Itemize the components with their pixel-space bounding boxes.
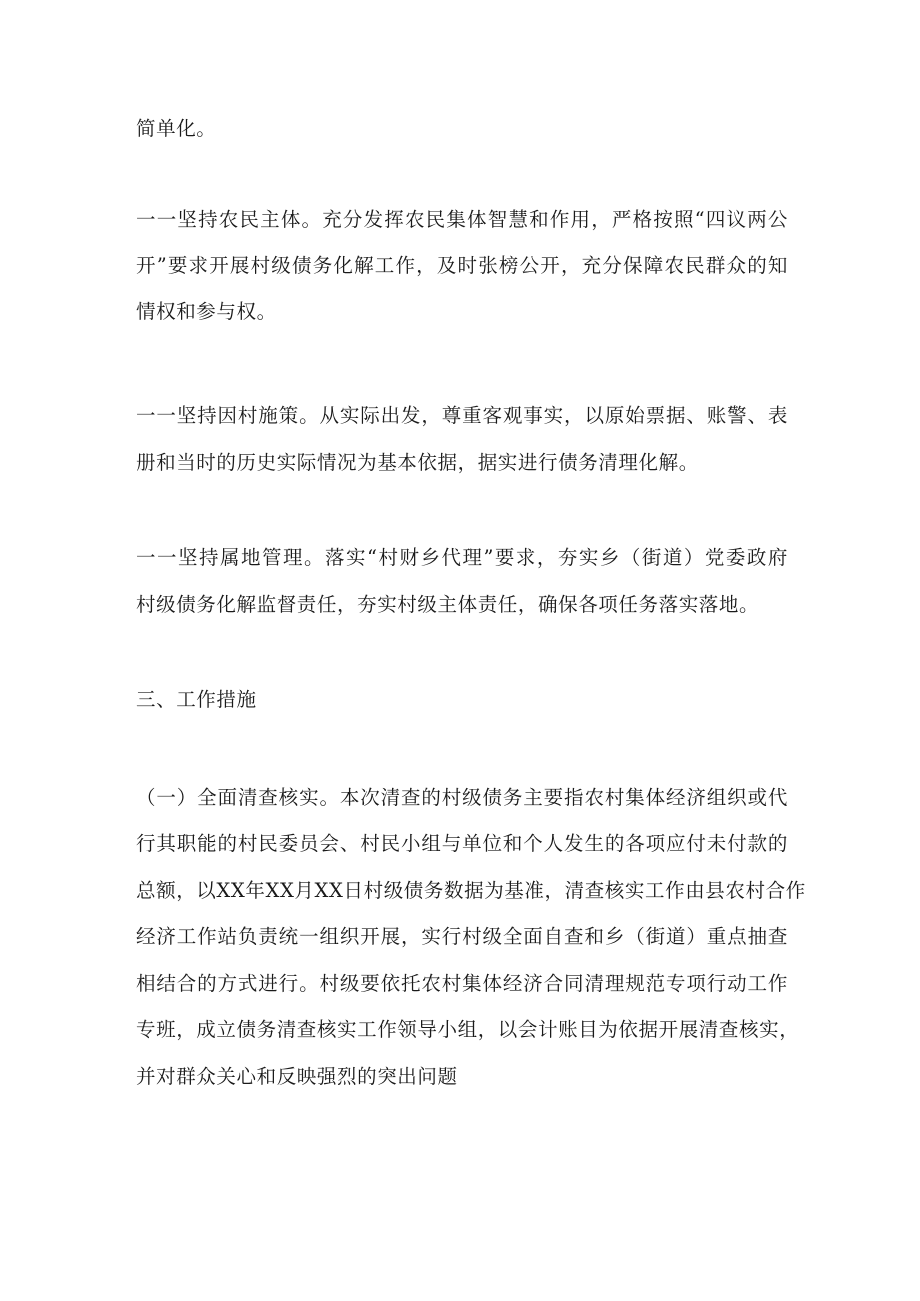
- text-line-p5-1: （一）全面清查核实。本次清查的村级债务主要指农村集体经济组织或代: [136, 786, 788, 809]
- text-line-p5-2: 行其职能的村民委员会、村民小组与单位和个人发生的各项应付未付款的: [136, 832, 788, 855]
- text-line-p2-3: 情权和参与权。: [136, 300, 277, 323]
- text-line-p2-2: 开”要求开展村级债务化解工作，及时张榜公开，充分保障农民群众的知: [136, 254, 788, 277]
- text-line-p5-3: 总额，以XX年XX月XX日村级债务数据为基准，清查核实工作由县农村合作: [136, 879, 806, 902]
- text-line-p4-2: 村级债务化解监督责任，夯实村级主体责任，确保各项任务落实落地。: [136, 593, 760, 616]
- text-line-p5-4: 经济工作站负责统一组织开展，实行村级全面自查和乡（街道）重点抽查: [136, 925, 788, 948]
- section-heading: 三、工作措施: [136, 688, 257, 711]
- text-line-p5-5: 相结合的方式进行。村级要依托农村集体经济合同清理规范专项行动工作: [136, 972, 788, 995]
- text-line-p3-1: 一一坚持因村施策。从实际出发，尊重客观事实，以原始票据、账警、表: [136, 404, 788, 427]
- text-line-p3-2: 册和当时的历史实际情况为基本依据，据实进行债务清理化解。: [136, 451, 699, 474]
- text-line-p1-1: 简单化。: [136, 117, 217, 140]
- text-line-p4-1: 一一坚持属地管理。落实“村财乡代理”要求，夯实乡（街道）党委政府: [136, 546, 788, 569]
- text-line-p2-1: 一一坚持农民主体。充分发挥农民集体智慧和作用，严格按照“四议两公: [136, 208, 788, 231]
- text-line-p5-6: 专班，成立债务清查核实工作领导小组，以会计账目为依据开展清查核实，: [136, 1018, 800, 1041]
- text-line-p5-7: 并对群众关心和反映强烈的突出问题: [136, 1065, 458, 1088]
